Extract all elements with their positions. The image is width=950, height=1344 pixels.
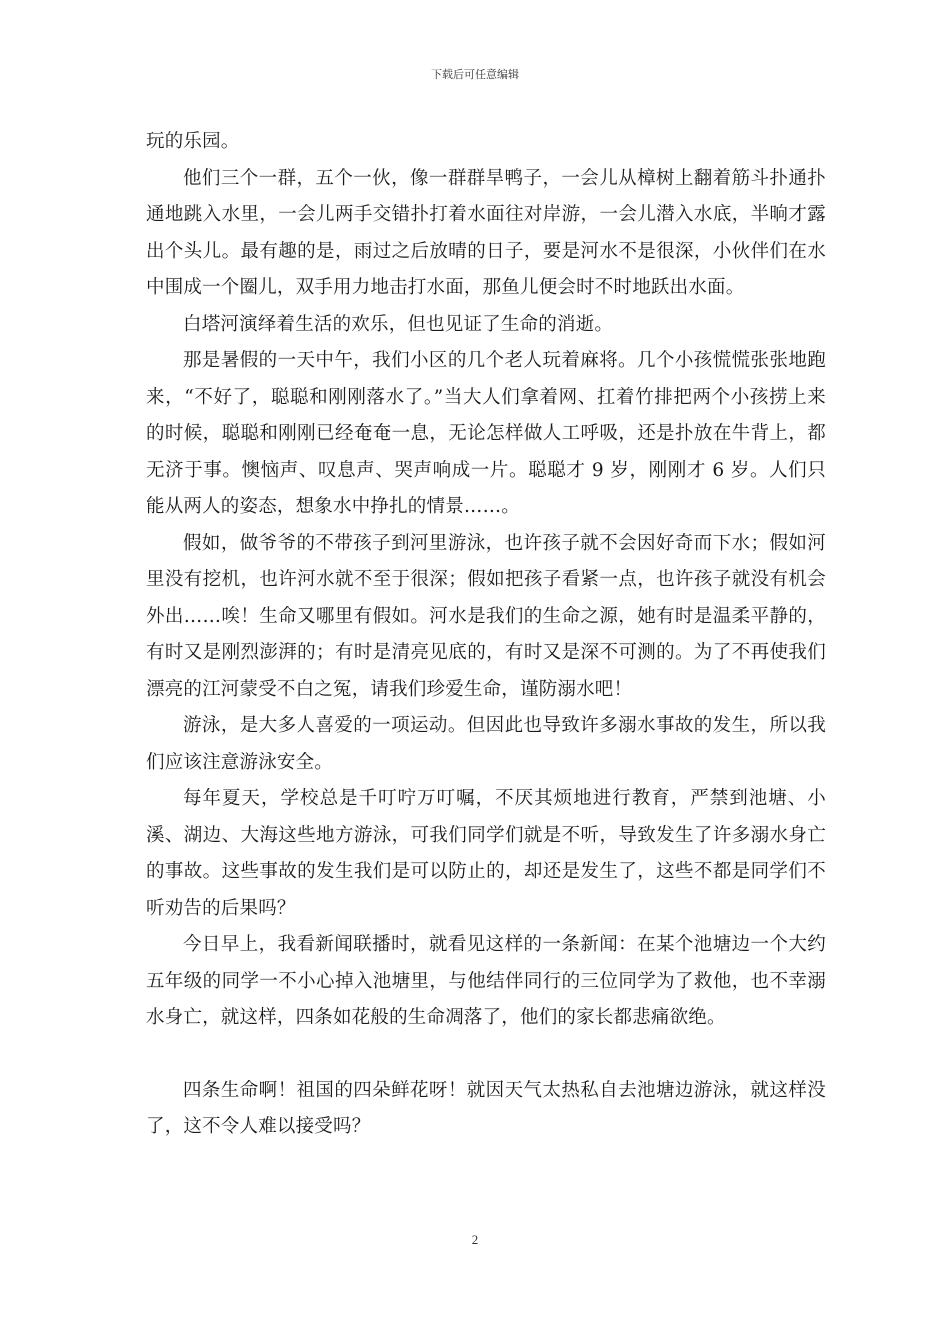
paragraph: 每年夏天，学校总是千叮咛万叮嘱，不厌其烦地进行教育，严禁到池塘、小溪、湖边、大海这些地方游泳，可我们同学们就是不听，导致发生了许多溺水身亡的事故。这些事故的发生我们是可以防止的，却还是发生了，这些不都是同学们不听劝告的后果吗？ <box>146 788 826 919</box>
page-header: 下载后可任意编辑 <box>431 68 519 81</box>
paragraph: 四条生命啊！祖国的四朵鲜花呀！就因天气太热私自去池塘边游泳，就这样没了，这不令人难以接受吗？ <box>146 1079 826 1137</box>
paragraph: 他们三个一群，五个一伙，像一群群旱鸭子，一会儿从樟树上翻着筋斗扑通扑通地跳入水里，一会儿两手交错扑打着水面往对岸游，一会儿潜入水底，半晌才露出个头儿。最有趣的是，雨过之后放晴的日子，要是河水不是很深，小伙伴们在水中围成一个圈儿，双手用力地击打水面，那鱼儿便会时不时地跃出水面。 <box>146 167 826 298</box>
paragraph: 那是暑假的一天中午，我们小区的几个老人玩着麻将。几个小孩慌慌张张地跑来，“不好了，聪聪和刚刚落水了。”当大人们拿着网、扛着竹排把两个小孩捞上来的时候，聪聪和刚刚已经奄奄一息，无论怎样做人工呼吸，还是扑放在牛背上，都无济于事。懊恼声、叹息声、哭声响成一片。聪聪才 9 岁，刚刚才 6 岁。人们只能从两人的姿态，想象水中挣扎的情景……。 <box>146 350 826 517</box>
paragraph-gap <box>146 1037 826 1073</box>
paragraph: 游泳，是大多人喜爱的一项运动。但因此也导致许多溺水事故的发生，所以我们应该注意游泳安全。 <box>146 715 826 773</box>
document-body <box>146 124 826 1146</box>
paragraph-continuation: 玩的乐园。 <box>146 131 240 152</box>
paragraph: 今日早上，我看新闻联播时，就看见这样的一条新闻：在某个池塘边一个大约五年级的同学一不小心掉入池塘里，与他结伴同行的三位同学为了救他，也不幸溺水身亡，就这样，四条如花般的生命凋落了，他们的家长都悲痛欲绝。 <box>146 934 826 1028</box>
paragraph: 白塔河演绎着生活的欢乐，但也见证了生命的消逝。 <box>183 313 614 335</box>
paragraph: 假如，做爷爷的不带孩子到河里游泳，也许孩子就不会因好奇而下水；假如河里没有挖机，也许河水就不至于很深；假如把孩子看紧一点，也许孩子就没有机会外出……唉！生命又哪里有假如。河水是我们的生命之源，她有时是温柔平静的，有时又是刚烈澎湃的；有时是清亮见底的，有时又是深不可测的。为了不再使我们漂亮的江河蒙受不白之冤，请我们珍爱生命，谨防溺水吧！ <box>146 532 826 700</box>
page-number: 2 <box>471 1232 479 1247</box>
